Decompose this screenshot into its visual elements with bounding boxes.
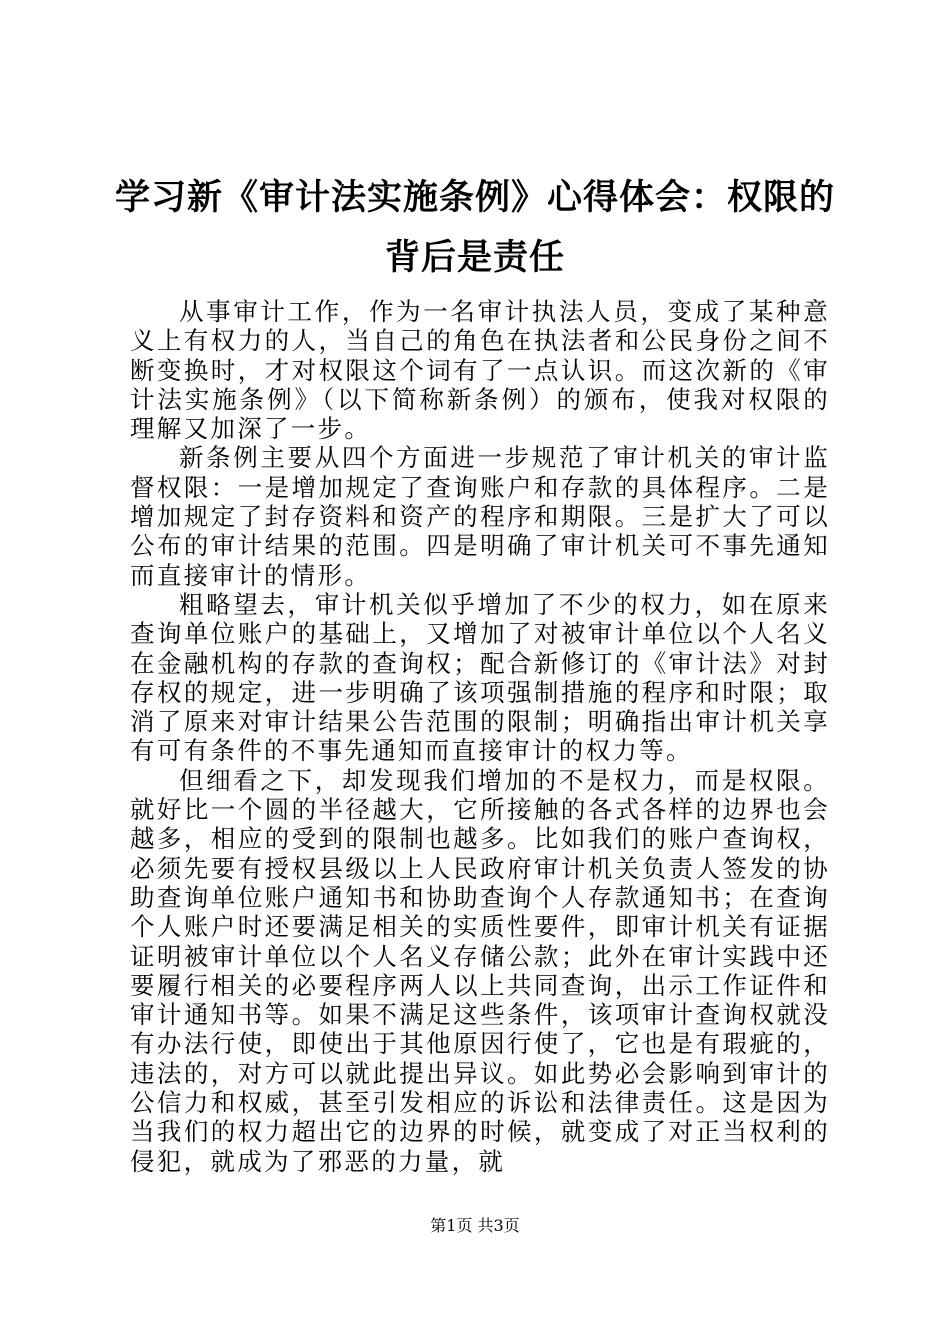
paragraph-4: 但细看之下，却发现我们增加的不是权力，而是权限。就好比一个圆的半径越大，它所接触的各式各样的边界也会越多，相应的受到的限制也越多。比如我们的账户查询权，必须先要有授权县级以上人民政府审计机关负责人签发的协助查询单位账户通知书和协助查询个人存款通知书；在查询个人账户时还要满足相关的实质性要件，即审计机关有证据证明被审计单位以个人名义存储公款；此外在审计实践中还要履行相关的必要程序两人以上共同查询，出示工作证件和审计通知书等。如果不满足这些条件，该项审计查询权就没有办法行使，即使出于其他原因行使了，它也是有瑕疵的，违法的，对方可以就此提出异议。如此势必会影响到审计的公信力和权威，甚至引发相应的诉讼和法律责任。这是因为当我们的权力超出它的边界的时候，就变成了对正当权利的侵犯，就成为了邪恶的力量，就 [130, 765, 830, 1176]
paragraph-2: 新条例主要从四个方面进一步规范了审计机关的审计监督权限：一是增加规定了查询账户和存款的具体程序。二是增加规定了封存资料和资产的程序和期限。三是扩大了可以公布的审计结果的范围。四是明确了审计机关可不事先通知而直接审计的情形。 [130, 443, 830, 590]
document-body [130, 297, 830, 1176]
paragraph-1: 从事审计工作，作为一名审计执法人员，变成了某种意义上有权力的人，当自己的角色在执法者和公民身份之间不断变换时，才对权限这个词有了一点认识。而这次新的《审计法实施条例》（以下简称新条例）的颁布，使我对权限的理解又加深了一步。 [130, 297, 830, 444]
document-title: 学习新《审计法实施条例》心得体会：权限的背后是责任 [114, 177, 835, 278]
paragraph-3: 粗略望去，审计机关似乎增加了不少的权力，如在原来查询单位账户的基础上，又增加了对被审计单位以个人名义在金融机构的存款的查询权；配合新修订的《审计法》对封存权的规定，进一步明确了该项强制措施的程序和时限；取消了原来对审计结果公告范围的限制；明确指出审计机关享有可有条件的不事先通知而直接审计的权力等。 [130, 589, 830, 766]
page-number-footer: 第1页 共3页 [430, 1216, 520, 1235]
